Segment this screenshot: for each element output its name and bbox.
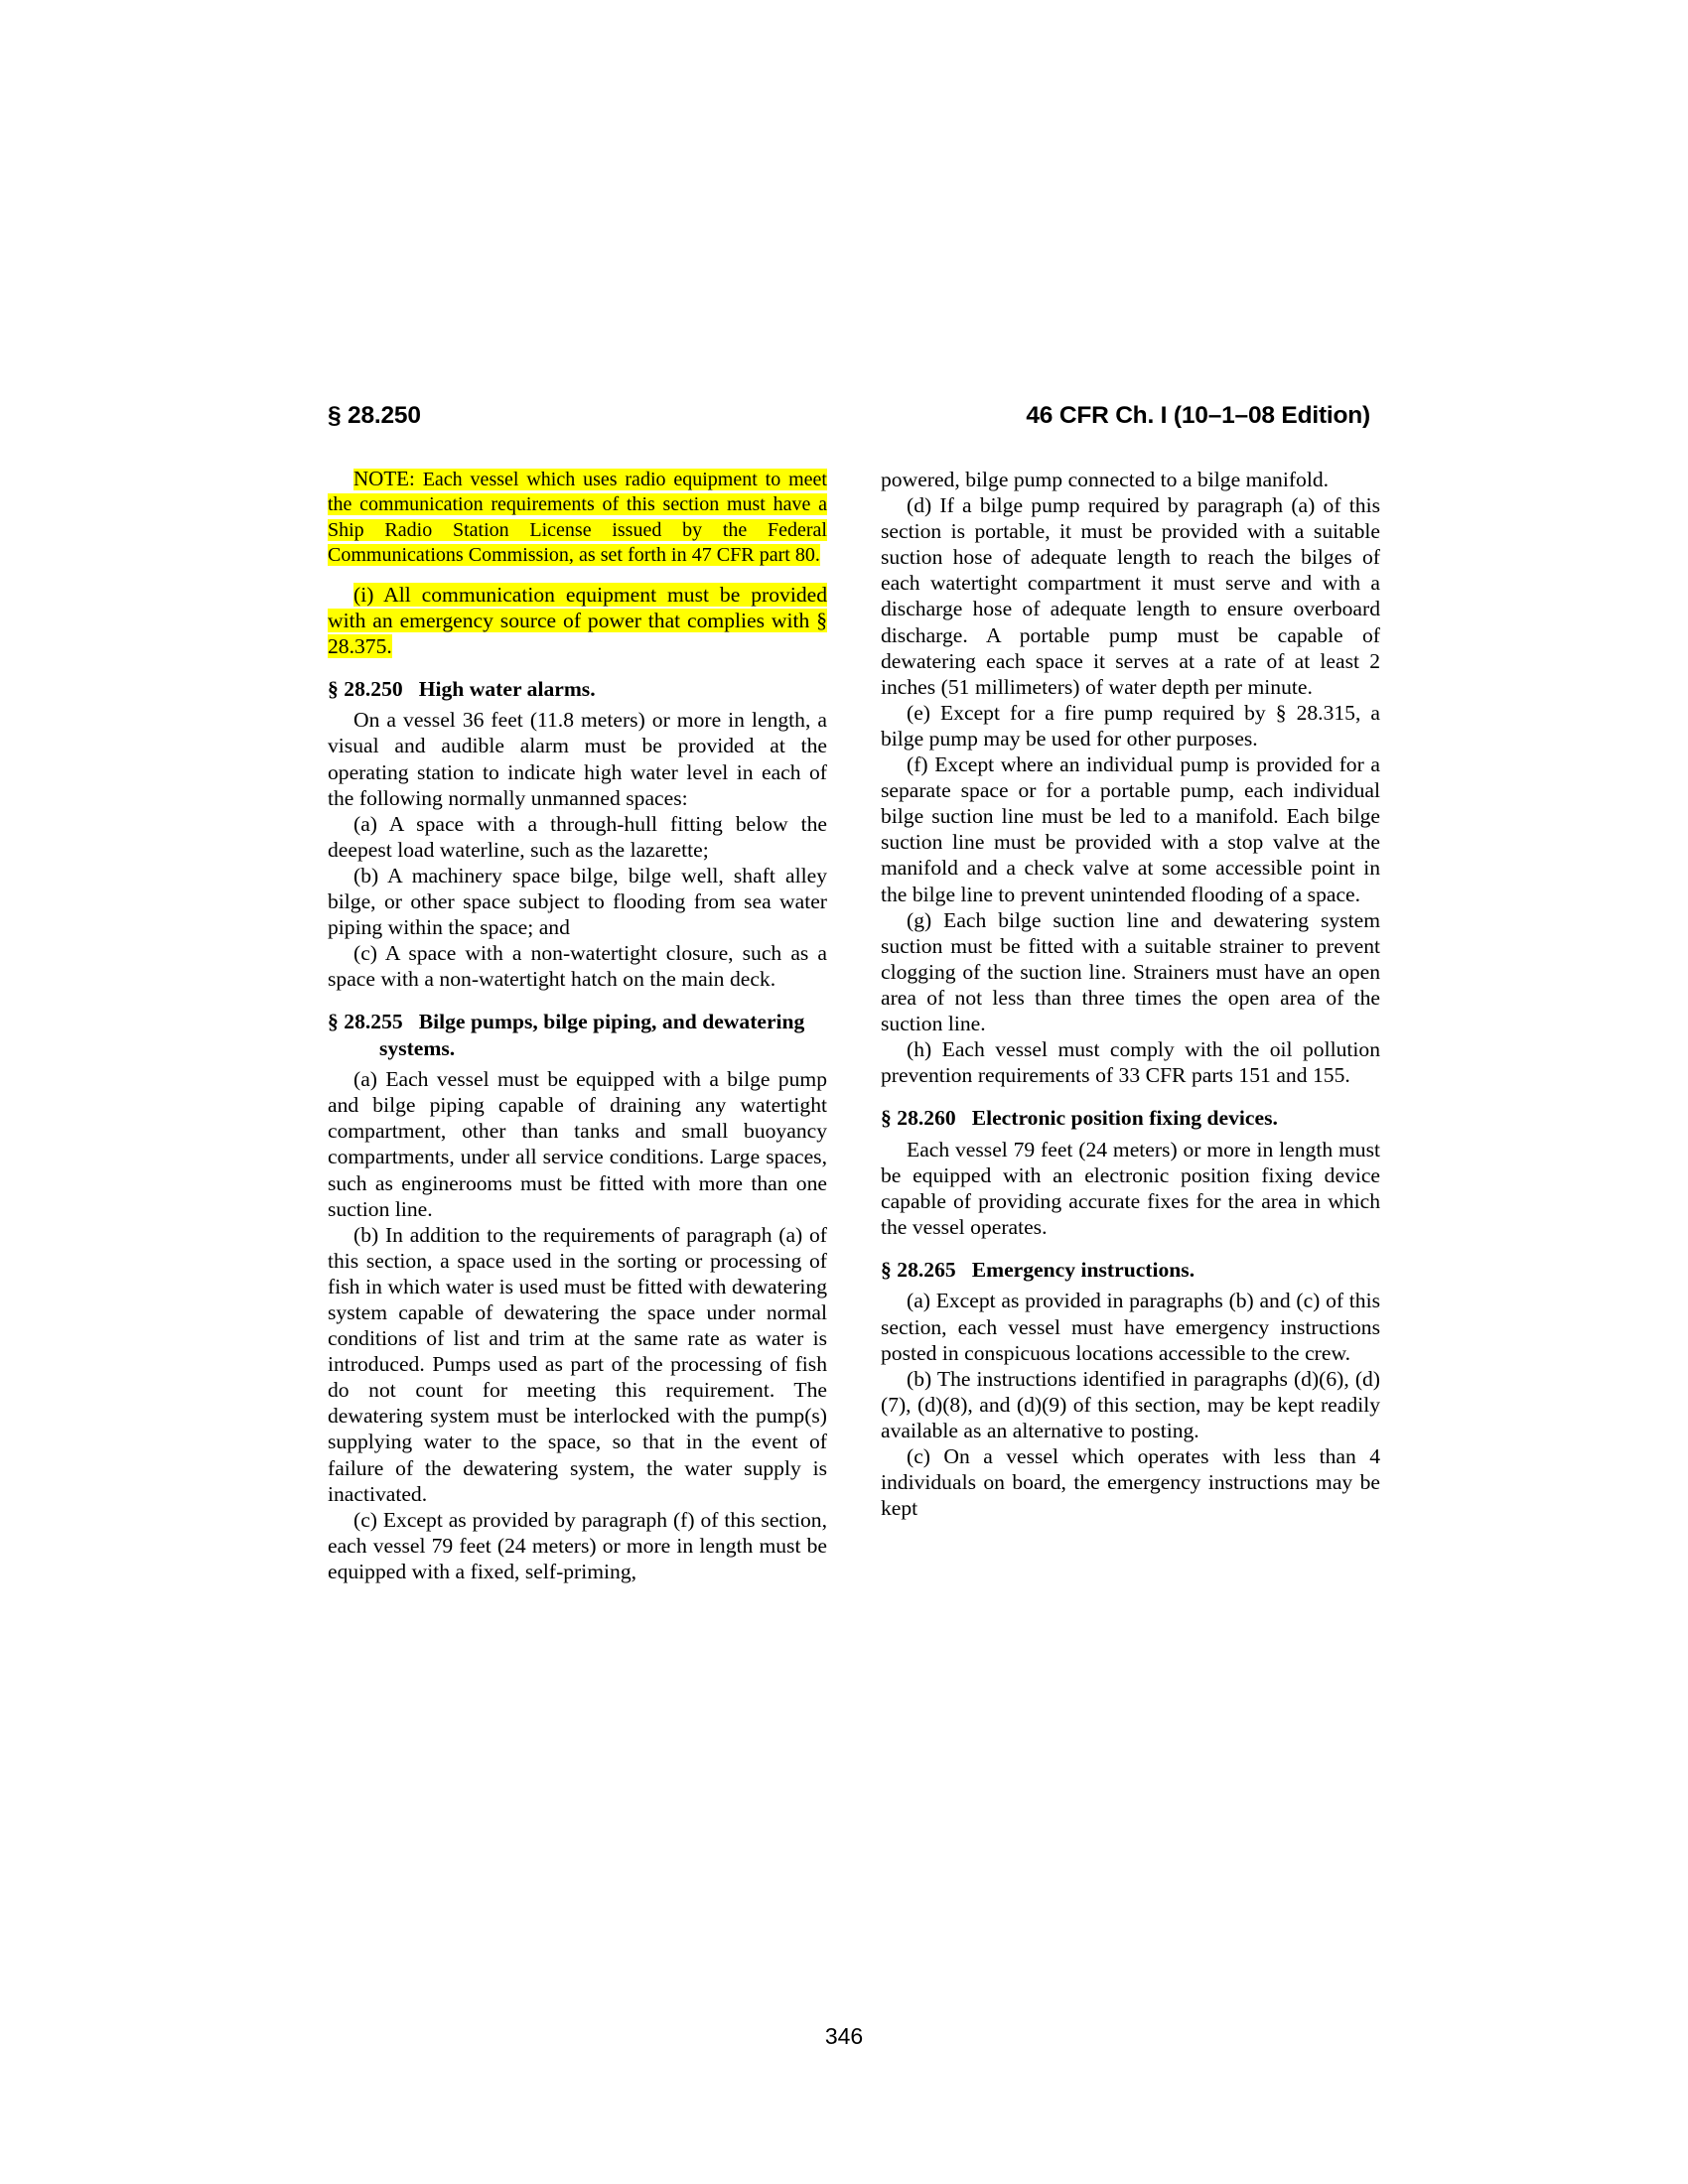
note-block (328, 467, 827, 569)
paragraph: (h) Each vessel must comply with the oil pollution prevention requirements of 33 CFR parts 151 and 155. (881, 1037, 1380, 1088)
section-title: Bilge pumps, bilge piping, and dewatering systems. (379, 1010, 805, 1060)
paragraph: (a) A space with a through-hull fitting below the deepest load waterline, such as the lazarette; (328, 811, 827, 862)
paragraph: (b) The instructions identified in paragraphs (d)(6), (d)(7), (d)(8), and (d)(9) of this section, may be kept readily available as an alternative to posting. (881, 1366, 1380, 1442)
section-heading-28-255 (328, 1009, 827, 1061)
section-heading-28-260 (881, 1105, 1380, 1131)
paragraph: (f) Except where an individual pump is provided for a separate space or for a portable pump, each individual bilge suction line must be led to a manifold. Each bilge suction line must be provided with a stop valve at the manifold and a check valve at some accessible point in the bilge line to prevent unintended flooding of a space. (881, 752, 1380, 906)
paragraph: Each vessel 79 feet (24 meters) or more in length must be equipped with an electronic position fixing device capable of providing accurate fixes for the area in which the vessel operates. (881, 1137, 1380, 1239)
section-title: Electronic position fixing devices. (971, 1106, 1278, 1131)
section-number: § 28.250 (328, 676, 403, 701)
paragraph: (g) Each bilge suction line and dewatering system suction must be fitted with a suitable strainer to prevent clogging of the suction line. Strainers must have an open area of not less than three times the open area of the suction line. (881, 907, 1380, 1035)
paragraph: (d) If a bilge pump required by paragraph (a) of this section is portable, it must be provided with a suitable suction hose of adequate length to reach the bilges of each watertight compartment it must serve and with a discharge hose of adequate length to ensure overboard discharge. A portable pump must be capable of dewatering each space it serves at a rate of at least 2 inches (51 millimeters) of water depth per minute. (881, 493, 1380, 699)
paragraph: (c) On a vessel which operates with less than 4 individuals on board, the emergency instructions may be kept (881, 1444, 1380, 1521)
paragraph: (a) Each vessel must be equipped with a bilge pump and bilge piping capable of draining any watertight compartment, other than tanks and small buoyancy compartments, under all service conditions. Large spaces, such as enginerooms must be fitted with more than one suction line. (328, 1067, 827, 1221)
paragraph: (c) A space with a non-watertight closure, such as a space with a non-watertight hatch on the main deck. (328, 941, 827, 992)
paragraph: (a) Except as provided in paragraphs (b) and (c) of this section, each vessel must have emergency instructions posted in conspicuous locations accessible to the crew. (881, 1289, 1380, 1365)
paragraph: (e) Except for a fire pump required by § 28.315, a bilge pump may be used for other purposes. (881, 700, 1380, 751)
section-title: High water alarms. (418, 676, 596, 701)
section-number: § 28.260 (881, 1106, 956, 1131)
paragraph: On a vessel 36 feet (11.8 meters) or more in length, a visual and audible alarm must be provided at the operating station to indicate high water level in each of the following normally unmanned spaces: (328, 708, 827, 810)
page-number: 346 (824, 2023, 864, 2049)
body-columns (328, 467, 1380, 1584)
paragraph: (c) Except as provided by paragraph (f) of this section, each vessel 79 feet (24 meters) or more in length must be equipped with a fixed, self-priming, (328, 1507, 827, 1583)
paragraph-i (328, 582, 827, 659)
running-head-edition: 46 CFR Ch. I (10–1–08 Edition) (1026, 402, 1370, 429)
section-heading-28-250 (328, 676, 827, 702)
running-head (328, 402, 1370, 430)
left-column (328, 467, 827, 1584)
section-title: Emergency instructions. (971, 1258, 1196, 1283)
note-label: NOTE: (353, 467, 415, 490)
section-heading-28-265 (881, 1257, 1380, 1283)
paragraph-continuation: powered, bilge pump connected to a bilge manifold. (881, 468, 1330, 491)
paragraph: (b) In addition to the requirements of paragraph (a) of this section, a space used in the sorting or processing of fish in which water is used must be fitted with dewatering system capable of dewatering the space under normal conditions of list and trim at the same rate as water is introduced. Pumps used as part of the processing of fish do not count for meeting this requirement. The dewatering system must be interlocked with the pump(s) supplying water to the space, so that in the event of failure of the dewatering system, the water supply is inactivated. (328, 1222, 827, 1506)
paragraph: (b) A machinery space bilge, bilge well, shaft alley bilge, or other space subject to flooding from sea water piping within the space; and (328, 863, 827, 940)
note-text: Each vessel which uses radio equipment to meet the communication requirements of this section must have a Ship Radio Station License issued by the Federal Communications Commission, as set forth in 47 CFR part 80. (328, 469, 827, 567)
right-column (881, 467, 1380, 1584)
section-number: § 28.265 (881, 1258, 956, 1283)
paragraph-i-text: (i) All communication equipment must be provided with an emergency source of power that complies with § 28.375. (328, 582, 827, 658)
section-number: § 28.255 (328, 1010, 403, 1034)
running-head-section-number: § 28.250 (328, 402, 421, 429)
